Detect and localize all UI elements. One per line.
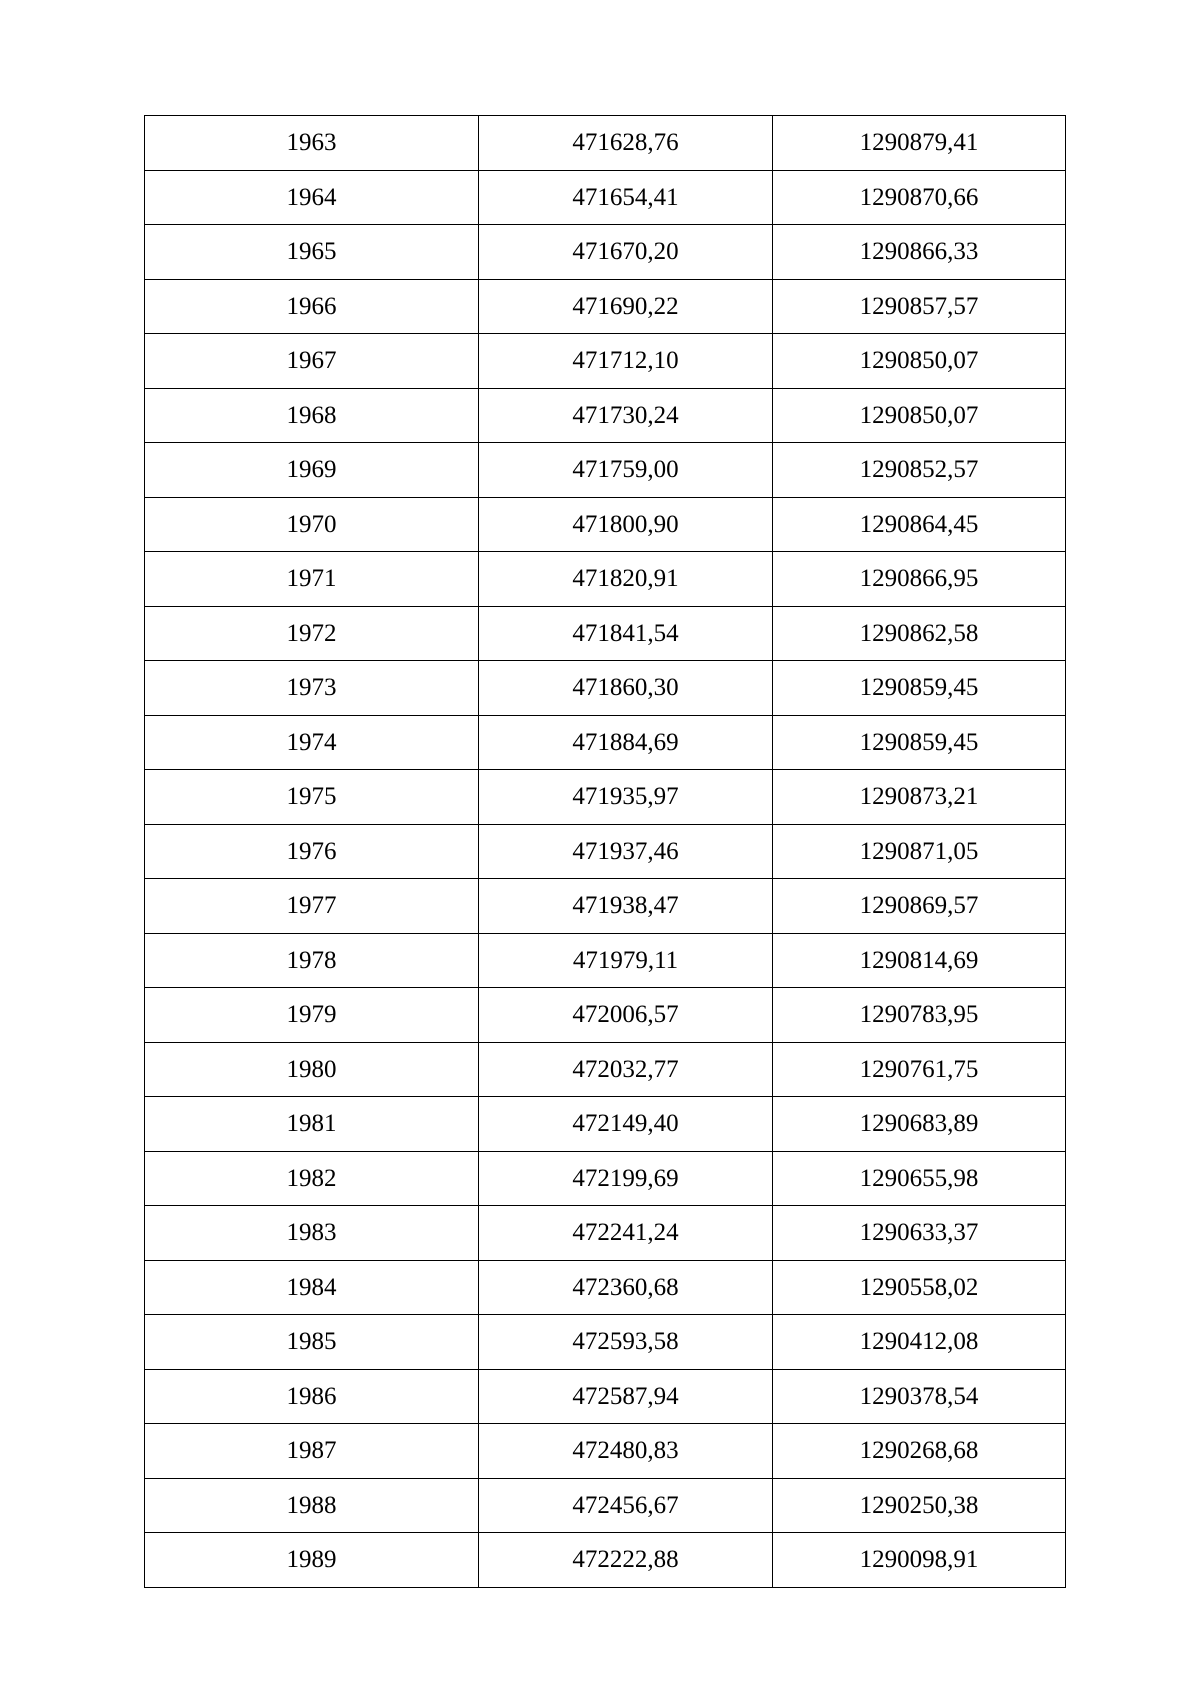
table-row bbox=[145, 334, 1066, 389]
point-number-cell: 1985 bbox=[145, 1315, 479, 1370]
y-coordinate-cell: 1290862,58 bbox=[773, 606, 1066, 661]
x-coordinate-cell: 471628,76 bbox=[479, 116, 773, 171]
y-coordinate-cell: 1290871,05 bbox=[773, 824, 1066, 879]
point-number-cell: 1973 bbox=[145, 661, 479, 716]
y-coordinate-cell: 1290859,45 bbox=[773, 661, 1066, 716]
point-number-cell: 1963 bbox=[145, 116, 479, 171]
x-coordinate-cell: 472587,94 bbox=[479, 1369, 773, 1424]
point-number-cell: 1988 bbox=[145, 1478, 479, 1533]
y-coordinate-cell: 1290761,75 bbox=[773, 1042, 1066, 1097]
table-row bbox=[145, 225, 1066, 280]
table-row bbox=[145, 1478, 1066, 1533]
table-row bbox=[145, 988, 1066, 1043]
y-coordinate-cell: 1290850,07 bbox=[773, 388, 1066, 443]
y-coordinate-cell: 1290412,08 bbox=[773, 1315, 1066, 1370]
table-row bbox=[145, 1424, 1066, 1479]
x-coordinate-cell: 471712,10 bbox=[479, 334, 773, 389]
point-number-cell: 1965 bbox=[145, 225, 479, 280]
x-coordinate-cell: 472032,77 bbox=[479, 1042, 773, 1097]
table-row bbox=[145, 879, 1066, 934]
point-number-cell: 1966 bbox=[145, 279, 479, 334]
y-coordinate-cell: 1290814,69 bbox=[773, 933, 1066, 988]
table-row bbox=[145, 552, 1066, 607]
point-number-cell: 1980 bbox=[145, 1042, 479, 1097]
x-coordinate-cell: 471938,47 bbox=[479, 879, 773, 934]
point-number-cell: 1981 bbox=[145, 1097, 479, 1152]
y-coordinate-cell: 1290866,33 bbox=[773, 225, 1066, 280]
x-coordinate-cell: 471937,46 bbox=[479, 824, 773, 879]
x-coordinate-cell: 471670,20 bbox=[479, 225, 773, 280]
y-coordinate-cell: 1290869,57 bbox=[773, 879, 1066, 934]
x-coordinate-cell: 472456,67 bbox=[479, 1478, 773, 1533]
table-row bbox=[145, 661, 1066, 716]
y-coordinate-cell: 1290633,37 bbox=[773, 1206, 1066, 1261]
y-coordinate-cell: 1290250,38 bbox=[773, 1478, 1066, 1533]
y-coordinate-cell: 1290558,02 bbox=[773, 1260, 1066, 1315]
table-row bbox=[145, 170, 1066, 225]
point-number-cell: 1969 bbox=[145, 443, 479, 498]
table-row bbox=[145, 1042, 1066, 1097]
x-coordinate-cell: 472593,58 bbox=[479, 1315, 773, 1370]
table-row bbox=[145, 1260, 1066, 1315]
table-row bbox=[145, 1533, 1066, 1588]
table-row bbox=[145, 933, 1066, 988]
y-coordinate-cell: 1290873,21 bbox=[773, 770, 1066, 825]
table-row bbox=[145, 770, 1066, 825]
table-row bbox=[145, 497, 1066, 552]
point-number-cell: 1978 bbox=[145, 933, 479, 988]
point-number-cell: 1967 bbox=[145, 334, 479, 389]
y-coordinate-cell: 1290864,45 bbox=[773, 497, 1066, 552]
table-row bbox=[145, 824, 1066, 879]
y-coordinate-cell: 1290783,95 bbox=[773, 988, 1066, 1043]
y-coordinate-cell: 1290870,66 bbox=[773, 170, 1066, 225]
x-coordinate-cell: 471979,11 bbox=[479, 933, 773, 988]
point-number-cell: 1970 bbox=[145, 497, 479, 552]
table-row bbox=[145, 606, 1066, 661]
y-coordinate-cell: 1290378,54 bbox=[773, 1369, 1066, 1424]
point-number-cell: 1972 bbox=[145, 606, 479, 661]
point-number-cell: 1974 bbox=[145, 715, 479, 770]
point-number-cell: 1986 bbox=[145, 1369, 479, 1424]
table-row bbox=[145, 1315, 1066, 1370]
x-coordinate-cell: 472222,88 bbox=[479, 1533, 773, 1588]
point-number-cell: 1975 bbox=[145, 770, 479, 825]
point-number-cell: 1984 bbox=[145, 1260, 479, 1315]
table-row bbox=[145, 279, 1066, 334]
point-number-cell: 1987 bbox=[145, 1424, 479, 1479]
x-coordinate-cell: 471841,54 bbox=[479, 606, 773, 661]
x-coordinate-cell: 471935,97 bbox=[479, 770, 773, 825]
x-coordinate-cell: 472199,69 bbox=[479, 1151, 773, 1206]
point-number-cell: 1983 bbox=[145, 1206, 479, 1261]
x-coordinate-cell: 472149,40 bbox=[479, 1097, 773, 1152]
table-row bbox=[145, 1097, 1066, 1152]
table-row bbox=[145, 1369, 1066, 1424]
x-coordinate-cell: 472480,83 bbox=[479, 1424, 773, 1479]
y-coordinate-cell: 1290859,45 bbox=[773, 715, 1066, 770]
table-row bbox=[145, 388, 1066, 443]
table-row bbox=[145, 443, 1066, 498]
y-coordinate-cell: 1290857,57 bbox=[773, 279, 1066, 334]
coordinates-table bbox=[144, 115, 1066, 1588]
x-coordinate-cell: 471690,22 bbox=[479, 279, 773, 334]
x-coordinate-cell: 471820,91 bbox=[479, 552, 773, 607]
y-coordinate-cell: 1290850,07 bbox=[773, 334, 1066, 389]
y-coordinate-cell: 1290683,89 bbox=[773, 1097, 1066, 1152]
point-number-cell: 1976 bbox=[145, 824, 479, 879]
point-number-cell: 1971 bbox=[145, 552, 479, 607]
y-coordinate-cell: 1290852,57 bbox=[773, 443, 1066, 498]
point-number-cell: 1989 bbox=[145, 1533, 479, 1588]
y-coordinate-cell: 1290098,91 bbox=[773, 1533, 1066, 1588]
x-coordinate-cell: 472006,57 bbox=[479, 988, 773, 1043]
y-coordinate-cell: 1290879,41 bbox=[773, 116, 1066, 171]
x-coordinate-cell: 472241,24 bbox=[479, 1206, 773, 1261]
x-coordinate-cell: 471860,30 bbox=[479, 661, 773, 716]
table-row bbox=[145, 116, 1066, 171]
x-coordinate-cell: 472360,68 bbox=[479, 1260, 773, 1315]
point-number-cell: 1979 bbox=[145, 988, 479, 1043]
point-number-cell: 1968 bbox=[145, 388, 479, 443]
point-number-cell: 1977 bbox=[145, 879, 479, 934]
y-coordinate-cell: 1290866,95 bbox=[773, 552, 1066, 607]
table-row bbox=[145, 1151, 1066, 1206]
x-coordinate-cell: 471884,69 bbox=[479, 715, 773, 770]
x-coordinate-cell: 471730,24 bbox=[479, 388, 773, 443]
y-coordinate-cell: 1290655,98 bbox=[773, 1151, 1066, 1206]
y-coordinate-cell: 1290268,68 bbox=[773, 1424, 1066, 1479]
coordinates-table-body bbox=[145, 116, 1066, 1588]
table-row bbox=[145, 715, 1066, 770]
point-number-cell: 1982 bbox=[145, 1151, 479, 1206]
x-coordinate-cell: 471759,00 bbox=[479, 443, 773, 498]
table-row bbox=[145, 1206, 1066, 1261]
x-coordinate-cell: 471800,90 bbox=[479, 497, 773, 552]
x-coordinate-cell: 471654,41 bbox=[479, 170, 773, 225]
point-number-cell: 1964 bbox=[145, 170, 479, 225]
